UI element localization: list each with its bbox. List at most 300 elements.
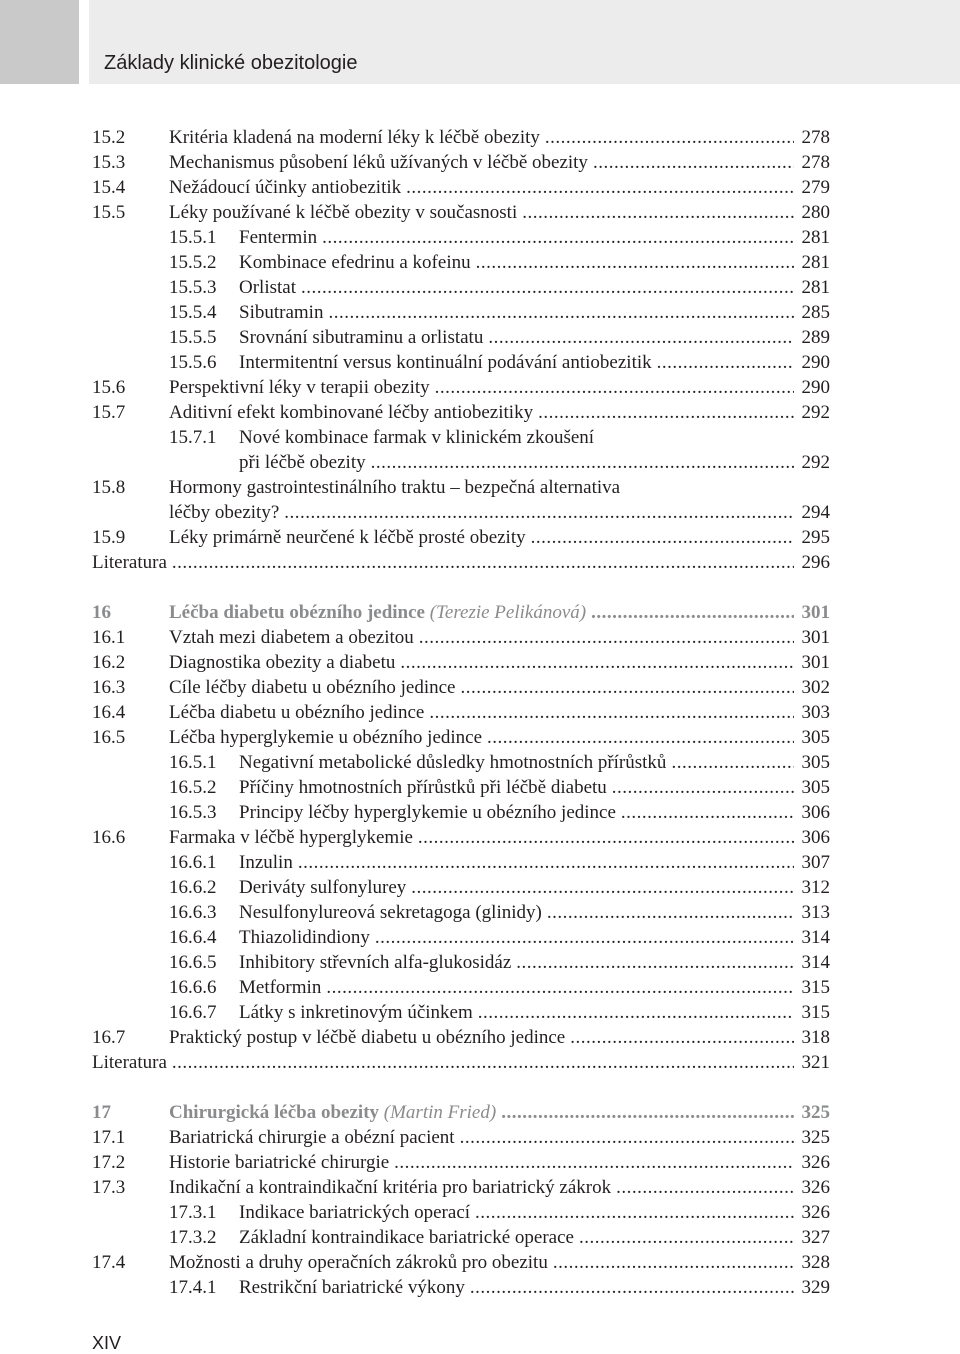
toc-entry-page: 290 xyxy=(801,377,830,398)
dot-leader xyxy=(501,1100,794,1125)
toc-entry-page: 305 xyxy=(801,777,830,798)
toc-entry-title xyxy=(169,150,588,175)
toc-entry-title-text: Vztah mezi diabetem a obezitou xyxy=(169,627,414,648)
toc-entry-title-line xyxy=(169,650,830,675)
toc-entry-title xyxy=(169,1025,565,1050)
toc-entry-title xyxy=(169,475,620,500)
toc-entry-number: 15.7 xyxy=(92,402,126,423)
dot-leader xyxy=(470,1275,794,1300)
toc-entry[interactable] xyxy=(92,925,830,950)
toc-entry-title-text: Mechanismus působení léků užívaných v léčbě obezity xyxy=(169,152,588,173)
toc-entry-number: 17.3 xyxy=(92,1177,126,1198)
toc-entry[interactable] xyxy=(92,300,830,325)
toc-entry-title-text: Sibutramin xyxy=(239,302,324,323)
toc-entry[interactable] xyxy=(92,825,830,850)
toc-entry-title-text: Aditivní efekt kombinované léčby antiobezitiky xyxy=(169,402,534,423)
toc-entry-page: 321 xyxy=(801,1052,830,1073)
toc-entry-title-line xyxy=(239,1200,830,1225)
toc-entry-number: 15.5 xyxy=(92,202,126,223)
toc-entry-number: 15.5.4 xyxy=(169,302,217,323)
dot-leader xyxy=(429,700,794,725)
toc-entry-page: 301 xyxy=(801,602,830,623)
dot-leader xyxy=(545,125,794,150)
toc-entry-title-text: Restrikční bariatrické výkony xyxy=(239,1277,465,1298)
dot-leader xyxy=(284,500,794,525)
toc-entry-page: 294 xyxy=(801,502,830,523)
toc-entry-page: 289 xyxy=(801,327,830,348)
toc-entry[interactable] xyxy=(92,475,830,500)
dot-leader xyxy=(671,750,794,775)
toc-entry-title xyxy=(92,550,167,575)
toc-entry[interactable] xyxy=(92,675,830,700)
toc-entry-page: 306 xyxy=(801,827,830,848)
toc-entry-title xyxy=(239,850,293,875)
dot-leader xyxy=(326,975,794,1000)
toc-entry[interactable] xyxy=(92,1175,830,1200)
toc-entry-page: 314 xyxy=(801,952,830,973)
toc-entry-title-text: Praktický postup v léčbě diabetu u obézního jedince xyxy=(169,1027,566,1048)
toc-entry[interactable] xyxy=(92,275,830,300)
toc-entry-title-text: Perspektivní léky v terapii obezity xyxy=(169,377,430,398)
toc-entry-title-line xyxy=(169,500,830,525)
toc-entry-page: 281 xyxy=(801,252,830,273)
toc-entry-title xyxy=(169,1100,496,1125)
toc-entry[interactable] xyxy=(92,200,830,225)
toc-entry-page: 295 xyxy=(801,527,830,548)
toc-entry-title-text: Intermitentní versus kontinuální podávání antiobezitik xyxy=(239,352,652,373)
toc-entry[interactable] xyxy=(92,1250,830,1275)
toc-entry-title-line xyxy=(169,475,830,500)
toc-entry-title-text: Orlistat xyxy=(239,277,296,298)
toc-entry-number: 16.6.2 xyxy=(169,877,217,898)
toc-entry-number: 15.3 xyxy=(92,152,126,173)
toc-entry-title-line xyxy=(239,300,830,325)
toc-entry-title-text: Negativní metabolické důsledky hmotnostních přírůstků xyxy=(239,752,667,773)
dot-leader xyxy=(487,725,794,750)
toc-entry[interactable] xyxy=(92,975,830,1000)
toc-entry-title xyxy=(169,1250,548,1275)
toc-entry[interactable] xyxy=(92,375,830,400)
toc-entry-title xyxy=(169,650,395,675)
toc-entry-title-text: léčby obezity? xyxy=(169,502,280,523)
dot-leader xyxy=(657,350,794,375)
toc-entry-page: 285 xyxy=(801,302,830,323)
toc-entry-number: 16.6.6 xyxy=(169,977,217,998)
toc-entry-page: 314 xyxy=(801,927,830,948)
toc-entry-number: 17.1 xyxy=(92,1127,126,1148)
toc-entry[interactable] xyxy=(92,1125,830,1150)
toc-entry-number: 15.5.6 xyxy=(169,352,217,373)
toc-entry[interactable] xyxy=(92,750,830,775)
toc-entry-author: (Terezie Pelikánová) xyxy=(429,602,587,623)
dot-leader xyxy=(394,1150,794,1175)
toc-entry-title-text: Thiazolidindiony xyxy=(239,927,370,948)
section-spacer xyxy=(92,575,830,600)
toc-entry-title-text: Literatura xyxy=(92,552,167,573)
toc-entry[interactable] xyxy=(92,550,830,575)
toc-entry-title-text: Principy léčby hyperglykemie u obézního jedince xyxy=(239,802,616,823)
toc-entry-number: 16.6.1 xyxy=(169,852,217,873)
toc-entry-page: 326 xyxy=(801,1152,830,1173)
toc-entry-title-line xyxy=(169,1150,830,1175)
toc-entry[interactable] xyxy=(92,1000,830,1025)
toc-entry-title xyxy=(169,625,414,650)
dot-leader xyxy=(460,1125,794,1150)
toc-entry-title-text: Látky s inkretinovým účinkem xyxy=(239,1002,473,1023)
toc-entry-page: 303 xyxy=(801,702,830,723)
toc-entry[interactable] xyxy=(92,400,830,425)
toc-entry-title-text: Indikace bariatrických operací xyxy=(239,1202,471,1223)
toc-entry-title xyxy=(169,700,424,725)
toc-entry-title-line xyxy=(239,1275,830,1300)
corner-tab-block xyxy=(0,0,79,84)
toc-entry-title-line xyxy=(169,600,830,625)
toc-entry-number: 16.6.4 xyxy=(169,927,217,948)
dot-leader xyxy=(322,225,794,250)
toc-entry-title xyxy=(169,600,586,625)
toc-entry-page: 313 xyxy=(801,902,830,923)
toc-entry-page: 278 xyxy=(801,152,830,173)
toc-entry[interactable] xyxy=(92,525,830,550)
toc-entry-title-line xyxy=(169,375,830,400)
toc-entry-title xyxy=(169,500,279,525)
dot-leader xyxy=(538,400,794,425)
toc-entry-number: 15.5.2 xyxy=(169,252,217,273)
toc-entry-title xyxy=(169,825,413,850)
toc-entry-page: 318 xyxy=(801,1027,830,1048)
toc-entry-title xyxy=(169,400,533,425)
toc-entry-title-line xyxy=(169,525,830,550)
toc-entry-title xyxy=(169,200,517,225)
toc-entry-number: 16 xyxy=(92,602,111,623)
toc-entry-title xyxy=(239,1275,465,1300)
toc-entry-title-text: Základní kontraindikace bariatrické operace xyxy=(239,1227,574,1248)
toc-entry-title xyxy=(239,1200,470,1225)
toc-entry-title-text: Kombinace efedrinu a kofeinu xyxy=(239,252,471,273)
toc-entry-title-line xyxy=(92,550,830,575)
toc-entry-title xyxy=(239,250,471,275)
toc-entry-page: 328 xyxy=(801,1252,830,1273)
toc-entry-page: 305 xyxy=(801,727,830,748)
dot-leader xyxy=(435,375,794,400)
toc-entry-title-text: Bariatrická chirurgie a obézní pacient xyxy=(169,1127,455,1148)
toc-entry-title xyxy=(239,275,296,300)
toc-entry-page: 325 xyxy=(801,1102,830,1123)
toc-entry[interactable] xyxy=(92,125,830,150)
toc-entry-title xyxy=(169,1150,389,1175)
toc-entry-title-text: Literatura xyxy=(92,1052,167,1073)
dot-leader xyxy=(419,625,794,650)
toc-entry-page: 280 xyxy=(801,202,830,223)
toc-chapter-entry[interactable] xyxy=(92,1100,830,1125)
toc-entry-title-line xyxy=(169,825,830,850)
toc-entry-title-text: Hormony gastrointestinálního traktu – bezpečná alternativa xyxy=(169,477,621,498)
toc-entry-title xyxy=(239,450,366,475)
toc-entry-title-line xyxy=(239,275,830,300)
toc-entry-title-line xyxy=(169,1175,830,1200)
toc-entry-number: 17.4 xyxy=(92,1252,126,1273)
toc-entry-title-text: Inzulin xyxy=(239,852,293,873)
toc-entry-number: 16.6.5 xyxy=(169,952,217,973)
toc-entry[interactable] xyxy=(92,900,830,925)
dot-leader xyxy=(172,550,794,575)
toc-entry-title-line xyxy=(239,1000,830,1025)
dot-leader xyxy=(612,775,794,800)
toc-entry[interactable] xyxy=(92,250,830,275)
dot-leader xyxy=(593,150,794,175)
toc-entry-title-line xyxy=(239,800,830,825)
toc-entry-number: 16.5.1 xyxy=(169,752,217,773)
toc-entry-number: 15.2 xyxy=(92,127,126,148)
toc-entry-number: 16.1 xyxy=(92,627,126,648)
toc-entry-page: 325 xyxy=(801,1127,830,1148)
table-of-contents xyxy=(92,125,830,1300)
toc-entry-title xyxy=(92,1050,167,1075)
toc-entry-title-line xyxy=(169,1250,830,1275)
toc-entry-page: 329 xyxy=(801,1277,830,1298)
toc-entry-number: 16.5.3 xyxy=(169,802,217,823)
toc-entry-title xyxy=(239,975,321,1000)
toc-entry-title-line xyxy=(169,125,830,150)
toc-entry[interactable] xyxy=(92,325,830,350)
toc-entry-page: 305 xyxy=(801,752,830,773)
toc-entry[interactable] xyxy=(92,775,830,800)
toc-entry-title xyxy=(239,750,666,775)
toc-entry[interactable] xyxy=(92,725,830,750)
toc-entry-title-text: Nesulfonylureová sekretagoga (glinidy) xyxy=(239,902,542,923)
toc-entry-title-line xyxy=(169,1100,830,1125)
toc-entry-number: 16.5.2 xyxy=(169,777,217,798)
toc-entry-number: 15.7.1 xyxy=(169,427,217,448)
toc-entry-title-text: Metformin xyxy=(239,977,322,998)
dot-leader xyxy=(553,1250,794,1275)
toc-entry-page: 292 xyxy=(801,402,830,423)
toc-entry-number: 15.8 xyxy=(92,477,126,498)
toc-entry-number: 16.6.7 xyxy=(169,1002,217,1023)
toc-entry-title-text: Historie bariatrické chirurgie xyxy=(169,1152,390,1173)
toc-entry-number: 15.5.3 xyxy=(169,277,217,298)
toc-entry-title-text: Cíle léčby diabetu u obézního jedince xyxy=(169,677,456,698)
toc-entry-title-line xyxy=(169,725,830,750)
dot-leader xyxy=(172,1050,794,1075)
toc-entry-title-line xyxy=(169,400,830,425)
toc-entry-page: 326 xyxy=(801,1177,830,1198)
toc-entry-title-line xyxy=(239,1225,830,1250)
toc-entry-title xyxy=(239,875,406,900)
toc-entry[interactable] xyxy=(92,1225,830,1250)
toc-entry[interactable] xyxy=(92,1025,830,1050)
toc-entry-title-text: Léčba diabetu u obézního jedince xyxy=(169,702,425,723)
toc-entry-title xyxy=(169,525,526,550)
toc-entry-title-text: Příčiny hmotnostních přírůstků při léčbě diabetu xyxy=(239,777,607,798)
toc-entry-title-text: Farmaka v léčbě hyperglykemie xyxy=(169,827,413,848)
toc-entry-page: 290 xyxy=(801,352,830,373)
dot-leader xyxy=(488,325,794,350)
toc-entry-author: (Martin Fried) xyxy=(383,1102,497,1123)
toc-entry-title xyxy=(169,725,482,750)
toc-entry-title xyxy=(169,1125,455,1150)
toc-entry-title-text: Diagnostika obezity a diabetu xyxy=(169,652,396,673)
dot-leader xyxy=(476,250,794,275)
toc-entry[interactable] xyxy=(92,225,830,250)
toc-entry-title-text: Deriváty sulfonylurey xyxy=(239,877,407,898)
toc-entry-number: 15.4 xyxy=(92,177,126,198)
toc-entry-title-text: Inhibitory střevních alfa-glukosidáz xyxy=(239,952,512,973)
toc-entry-number: 16.4 xyxy=(92,702,126,723)
toc-entry-page: 315 xyxy=(801,1002,830,1023)
toc-entry-title-line xyxy=(169,150,830,175)
toc-entry-title-line xyxy=(169,700,830,725)
toc-entry-number: 16.3 xyxy=(92,677,126,698)
dot-leader xyxy=(298,850,794,875)
toc-entry-number: 17.4.1 xyxy=(169,1277,217,1298)
toc-entry[interactable] xyxy=(92,1200,830,1225)
toc-entry-title-text: Nové kombinace farmak v klinickém zkoušení xyxy=(239,427,595,448)
toc-entry-number: 15.5.5 xyxy=(169,327,217,348)
toc-entry-title xyxy=(239,300,323,325)
toc-entry[interactable] xyxy=(92,625,830,650)
dot-leader xyxy=(411,875,794,900)
toc-entry-title xyxy=(239,1225,574,1250)
toc-entry-title xyxy=(239,350,652,375)
toc-entry-page: 292 xyxy=(801,452,830,473)
toc-entry-title-text: Chirurgická léčba obezity xyxy=(169,1102,380,1123)
dot-leader xyxy=(522,200,794,225)
dot-leader xyxy=(516,950,794,975)
toc-entry-title xyxy=(169,1175,611,1200)
toc-entry-page: 279 xyxy=(801,177,830,198)
toc-entry[interactable] xyxy=(92,850,830,875)
toc-entry[interactable] xyxy=(92,1150,830,1175)
toc-entry-number: 16.2 xyxy=(92,652,126,673)
toc-entry-title xyxy=(239,925,370,950)
toc-entry-title-line xyxy=(169,1025,830,1050)
toc-entry[interactable] xyxy=(92,350,830,375)
toc-entry-title xyxy=(169,675,455,700)
dot-leader xyxy=(579,1225,794,1250)
toc-entry-title-line xyxy=(239,875,830,900)
toc-entry[interactable] xyxy=(92,425,830,450)
toc-entry-page: 301 xyxy=(801,652,830,673)
toc-entry-title-text: při léčbě obezity xyxy=(239,452,366,473)
toc-entry-title-line xyxy=(169,200,830,225)
toc-entry-number: 17.3.2 xyxy=(169,1227,217,1248)
toc-entry-title-line xyxy=(239,225,830,250)
toc-entry-title xyxy=(239,900,542,925)
toc-entry-title xyxy=(239,225,317,250)
page-number: XIV xyxy=(92,1333,122,1353)
toc-entry-title-line xyxy=(169,675,830,700)
toc-entry-number: 15.9 xyxy=(92,527,126,548)
dot-leader xyxy=(328,300,794,325)
toc-entry-title-line xyxy=(169,175,830,200)
toc-entry-title-line xyxy=(169,1125,830,1150)
dot-leader xyxy=(371,450,794,475)
dot-leader xyxy=(400,650,794,675)
toc-entry-page: 312 xyxy=(801,877,830,898)
toc-entry-page: 278 xyxy=(801,127,830,148)
toc-entry-page: 281 xyxy=(801,227,830,248)
toc-entry-page: 302 xyxy=(801,677,830,698)
toc-entry-number: 15.5.1 xyxy=(169,227,217,248)
dot-leader xyxy=(418,825,794,850)
toc-entry-title-text: Indikační a kontraindikační kritéria pro bariatrický zákrok xyxy=(169,1177,612,1198)
toc-entry-title-line xyxy=(169,625,830,650)
toc-entry-title-text: Léky primárně neurčené k léčbě prosté obezity xyxy=(169,527,526,548)
toc-entry-title-line xyxy=(239,425,830,450)
toc-entry-page: 281 xyxy=(801,277,830,298)
toc-entry-number: 17.3.1 xyxy=(169,1202,217,1223)
toc-entry-title xyxy=(239,800,616,825)
toc-entry[interactable] xyxy=(92,650,830,675)
toc-entry[interactable] xyxy=(92,950,830,975)
toc-entry-page: 315 xyxy=(801,977,830,998)
toc-entry-title-text: Možnosti a druhy operačních zákroků pro obezitu xyxy=(169,1252,548,1273)
toc-entry[interactable] xyxy=(92,700,830,725)
toc-entry[interactable] xyxy=(92,500,830,525)
toc-entry-title-line xyxy=(239,950,830,975)
toc-entry-title-line xyxy=(239,900,830,925)
toc-entry[interactable] xyxy=(92,800,830,825)
toc-chapter-entry[interactable] xyxy=(92,600,830,625)
toc-entry-page: 307 xyxy=(801,852,830,873)
toc-entry-number: 16.7 xyxy=(92,1027,126,1048)
dot-leader xyxy=(406,175,794,200)
running-head-title: Základy klinické obezitologie xyxy=(104,52,358,74)
toc-entry-page: 296 xyxy=(801,552,830,573)
dot-leader xyxy=(460,675,794,700)
toc-entry-title-text: Léčba hyperglykemie u obézního jedince xyxy=(169,727,483,748)
toc-entry-number: 16.6.3 xyxy=(169,902,217,923)
toc-entry[interactable] xyxy=(92,175,830,200)
toc-entry-title-text: Kritéria kladená na moderní léky k léčbě obezity xyxy=(169,127,540,148)
toc-entry[interactable] xyxy=(92,875,830,900)
toc-entry-title-line xyxy=(239,775,830,800)
dot-leader xyxy=(375,925,794,950)
dot-leader xyxy=(570,1025,794,1050)
toc-entry-title-line xyxy=(92,1050,830,1075)
toc-entry-title-line xyxy=(239,250,830,275)
toc-entry-title-text: Fentermin xyxy=(239,227,318,248)
toc-entry-number: 15.6 xyxy=(92,377,126,398)
toc-entry-page: 326 xyxy=(801,1202,830,1223)
toc-entry-title-text: Léčba diabetu obézního jedince xyxy=(169,602,425,623)
toc-entry-title xyxy=(239,325,483,350)
toc-entry[interactable] xyxy=(92,1050,830,1075)
toc-entry[interactable] xyxy=(92,150,830,175)
toc-entry-title xyxy=(169,375,430,400)
section-spacer xyxy=(92,1075,830,1100)
dot-leader xyxy=(616,1175,794,1200)
toc-entry[interactable] xyxy=(92,1275,830,1300)
toc-entry-number: 16.5 xyxy=(92,727,126,748)
toc-entry-title-text: Srovnání sibutraminu a orlistatu xyxy=(239,327,484,348)
toc-entry-title-line xyxy=(239,350,830,375)
dot-leader xyxy=(621,800,794,825)
toc-entry-title-line xyxy=(239,750,830,775)
dot-leader xyxy=(547,900,794,925)
toc-entry-title xyxy=(169,125,540,150)
toc-entry-title xyxy=(239,1000,473,1025)
dot-leader xyxy=(301,275,794,300)
toc-entry-title xyxy=(239,425,594,450)
toc-entry-page: 327 xyxy=(801,1227,830,1248)
toc-entry-title-line xyxy=(239,325,830,350)
toc-entry-title-line xyxy=(239,450,830,475)
toc-entry-title-line xyxy=(239,925,830,950)
toc-entry[interactable] xyxy=(92,450,830,475)
dot-leader xyxy=(478,1000,794,1025)
